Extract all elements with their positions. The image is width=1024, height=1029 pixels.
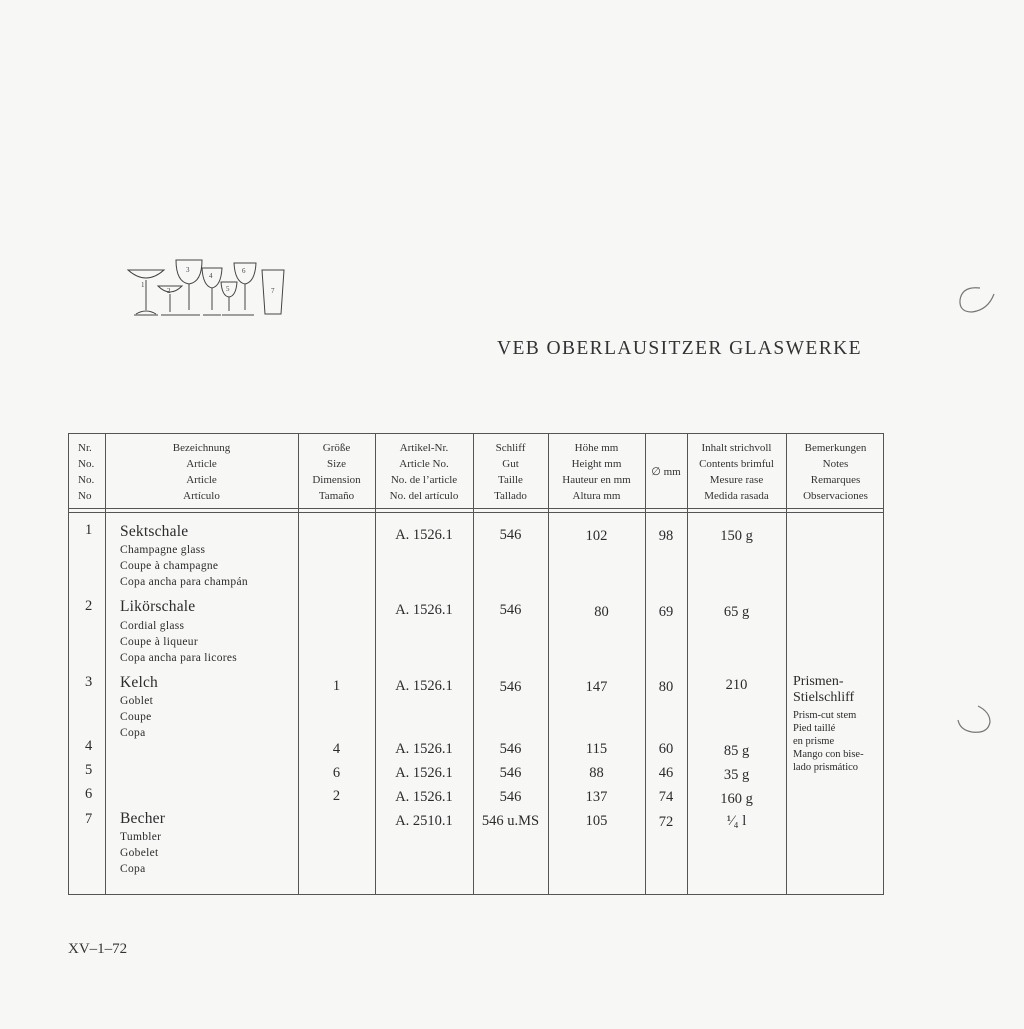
row-1-nr: 1	[85, 522, 93, 538]
catalog-table	[68, 433, 884, 895]
header-schliff: Schliff Gut Taille Tallado	[494, 442, 527, 502]
header-durchmesser: ∅ mm	[651, 466, 681, 478]
row-3-sub-1: Goblet	[120, 695, 154, 707]
row-4-size: 4	[332, 741, 341, 757]
header-hoehe: Höhe mm Height mm Hauteur en mm Altura mm	[562, 442, 631, 502]
row-7-sub-1: Tumbler	[120, 831, 162, 843]
header-nr: Nr. No. No. No	[78, 442, 95, 502]
row-3-cut: 546	[499, 679, 522, 695]
row-2-article: A. 1526.1	[395, 602, 453, 618]
row-2-height: 80	[594, 604, 609, 620]
glass-set-illustration	[124, 258, 292, 320]
glass-label-4: 4	[209, 272, 213, 280]
row-3-sub-3: Copa	[120, 727, 146, 739]
row-6-article: A. 1526.1	[395, 789, 453, 805]
row-7-article: A. 2510.1	[395, 813, 453, 829]
note-heading-1: Prismen-	[793, 674, 844, 689]
glass-label-2: 2	[167, 287, 171, 295]
row-2-contents: 65 g	[723, 604, 750, 620]
punch-hole-bottom	[950, 700, 996, 746]
note-line-4: Mango con bise-	[793, 749, 864, 760]
row-5-nr: 5	[85, 762, 93, 778]
company-title: VEB OBERLAUSITZER GLASWERKE	[497, 338, 862, 359]
row-4-diameter: 60	[658, 741, 674, 757]
row-2-sub-1: Cordial glass	[120, 620, 185, 632]
row-6-nr: 6	[85, 786, 93, 802]
row-1-diameter: 98	[658, 528, 674, 544]
header-groesse: Größe Size Dimension Tamaño	[312, 442, 361, 502]
row-1-sub-1: Champagne glass	[120, 544, 206, 556]
row-7-sub-3: Copa	[120, 863, 146, 875]
note-line-2: Pied taillé	[793, 723, 836, 734]
glass-label-1: 1	[141, 281, 145, 289]
row-5-contents: 35 g	[723, 767, 750, 783]
glass-label-3: 3	[186, 266, 190, 274]
header-bezeichnung: Bezeichnung Article Article Artículo	[172, 442, 231, 502]
row-5-article: A. 1526.1	[395, 765, 453, 781]
row-2-cut: 546	[499, 602, 522, 618]
glass-label-6: 6	[242, 267, 246, 275]
row-4-cut: 546	[499, 741, 522, 757]
row-6-diameter: 74	[658, 789, 674, 805]
row-4-article: A. 1526.1	[395, 741, 453, 757]
row-1-article: A. 1526.1	[395, 527, 453, 543]
glass-label-5: 5	[226, 285, 230, 293]
row-7-nr: 7	[85, 811, 93, 827]
row-6-contents: 160 g	[720, 791, 753, 807]
row-6-cut: 546	[499, 789, 522, 805]
row-2-diameter: 69	[658, 604, 674, 620]
row-3-sub-2: Coupe	[120, 711, 152, 723]
row-5-diameter: 46	[658, 765, 674, 781]
row-7-sub-2: Gobelet	[120, 847, 159, 859]
row-2-sub-3: Copa ancha para licores	[120, 652, 238, 664]
row-5-size: 6	[332, 765, 341, 781]
row-5-cut: 546	[499, 765, 522, 781]
row-5-height: 88	[589, 765, 604, 781]
row-7-diameter: 72	[658, 814, 674, 830]
row-7-height: 105	[585, 813, 608, 829]
row-2-nr: 2	[85, 598, 93, 614]
row-6-height: 137	[585, 789, 608, 805]
row-3-nr: 3	[85, 674, 93, 690]
row-4-contents: 85 g	[723, 743, 750, 759]
row-3-height: 147	[585, 679, 608, 695]
row-3-name: Kelch	[120, 674, 159, 691]
row-4-nr: 4	[85, 738, 93, 754]
header-bemerkungen: Bemerkungen Notes Remarques Observaciones	[803, 442, 868, 502]
row-2-name: Likörschale	[120, 598, 196, 615]
glass-label-7: 7	[271, 287, 275, 295]
row-3-article: A. 1526.1	[395, 678, 453, 694]
note-line-3: en prisme	[793, 736, 835, 747]
note-line-5: lado prismático	[793, 762, 859, 773]
header-artikel: Artikel-Nr. Article No. No. de l’article No. del artículo	[389, 442, 459, 502]
punch-hole-top	[950, 280, 996, 326]
note-line-1: Prism-cut stem	[793, 710, 857, 721]
row-2-sub-2: Coupe à liqueur	[120, 636, 198, 648]
row-7-cut: 546 u.MS	[481, 813, 540, 829]
row-7-name: Becher	[120, 810, 166, 827]
footer-code: XV–1–72	[68, 941, 128, 957]
row-1-sub-3: Copa ancha para champán	[120, 576, 248, 588]
row-7-contents: ¹⁄₄ l	[726, 813, 747, 829]
row-1-sub-2: Coupe à champagne	[120, 560, 219, 572]
row-3-size: 1	[332, 678, 341, 694]
row-6-size: 2	[332, 788, 341, 804]
header-inhalt: Inhalt strichvoll Contents brimful Mesure rase Medida rasada	[699, 442, 774, 502]
row-4-height: 115	[585, 741, 608, 757]
row-3-contents: 210	[725, 677, 748, 693]
row-1-cut: 546	[499, 527, 522, 543]
row-1-contents: 150 g	[720, 528, 753, 544]
row-1-name: Sektschale	[120, 523, 189, 540]
row-3-diameter: 80	[658, 679, 674, 695]
note-heading-2: Stielschliff	[793, 690, 855, 705]
row-1-height: 102	[585, 528, 608, 544]
